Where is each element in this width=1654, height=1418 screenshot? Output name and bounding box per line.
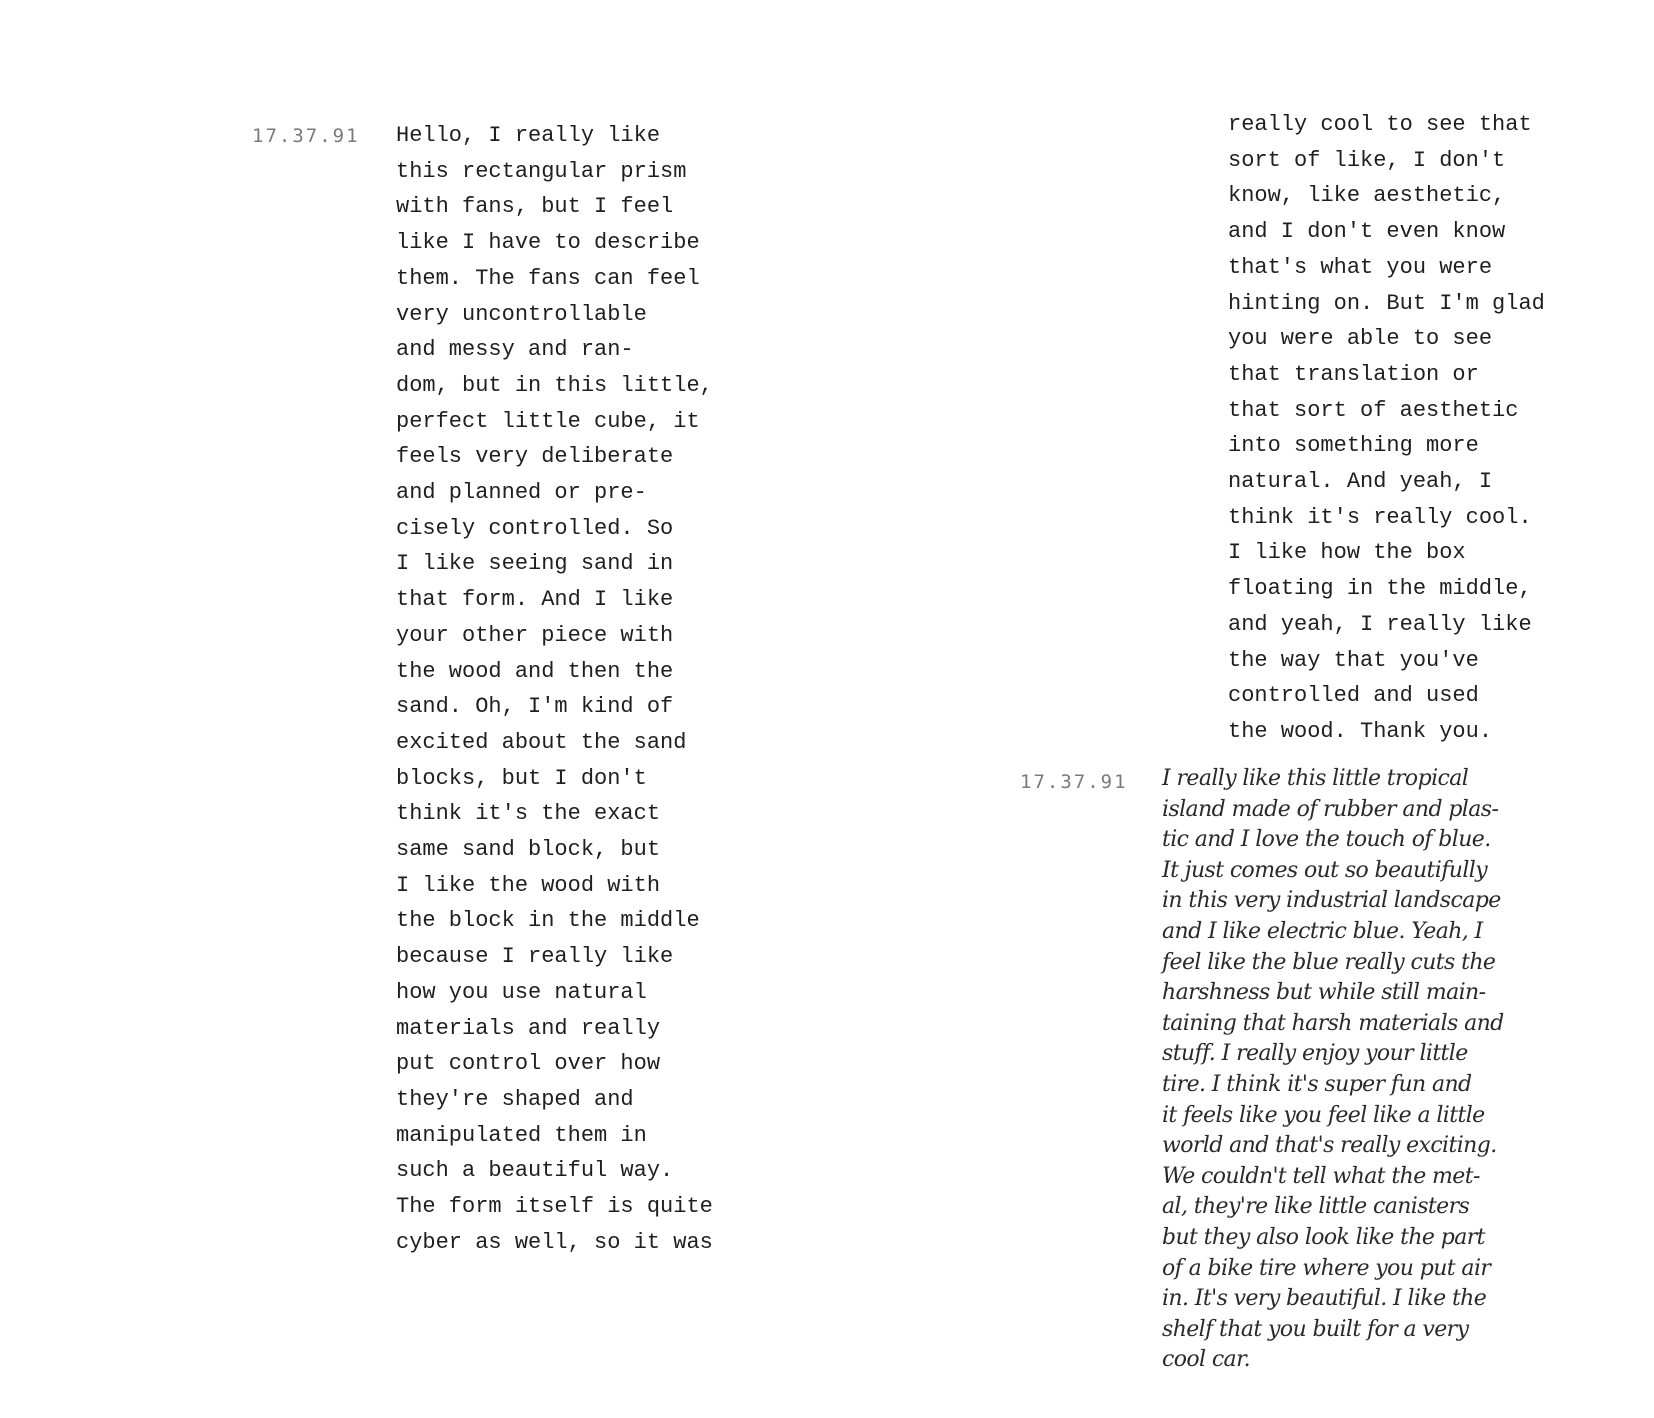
text-line: tic and I love the touch of blue.	[1162, 827, 1491, 853]
text-line: floating in the middle,	[1228, 576, 1532, 602]
text-line: your other piece with	[396, 622, 674, 648]
text-line: think it's really cool.	[1228, 504, 1532, 530]
comment-text-typewriter	[396, 118, 726, 1261]
text-line: know, like aesthetic,	[1228, 183, 1506, 209]
text-line: that translation or	[1228, 361, 1479, 387]
text-line: the block in the middle	[396, 908, 700, 934]
text-line: world and that's really exciting.	[1162, 1133, 1497, 1159]
text-line: natural. And yeah, I	[1228, 469, 1493, 495]
text-line: blocks, but I don't	[396, 765, 647, 791]
text-line: the wood and then the	[396, 658, 674, 684]
text-line: I really like this little tropical	[1162, 766, 1469, 791]
text-line: dom, but in this little,	[396, 372, 713, 398]
text-line: think it's the exact	[396, 801, 661, 827]
text-line: that's what you were	[1228, 254, 1493, 280]
text-line: you were able to see	[1228, 326, 1493, 352]
text-line: feels very deliberate	[396, 444, 674, 470]
text-line: al, they're like little canisters	[1162, 1194, 1470, 1220]
text-line: excited about the sand	[396, 729, 687, 755]
text-line: it feels like you feel like a little	[1162, 1102, 1485, 1128]
text-line: with fans, but I feel	[396, 194, 674, 220]
text-line: and messy and ran-	[396, 337, 634, 363]
text-line: manipulated them in	[396, 1122, 647, 1148]
text-line: cyber as well, so it was	[396, 1229, 713, 1255]
comment-timestamp: 17.37.91	[252, 125, 360, 147]
text-line: I like seeing sand in	[396, 551, 674, 577]
text-line: of a bike tire where you put air	[1162, 1255, 1491, 1281]
text-line: The form itself is quite	[396, 1194, 713, 1220]
text-line: taining that harsh materials and	[1162, 1010, 1504, 1036]
text-line: cisely controlled. So	[396, 515, 674, 541]
comment-continuation-typewriter	[1228, 107, 1558, 750]
text-line: cool car.	[1162, 1347, 1250, 1373]
text-line: sand. Oh, I'm kind of	[396, 694, 674, 720]
text-line: the wood. Thank you.	[1228, 718, 1493, 744]
text-line: such a beautiful way.	[396, 1158, 674, 1184]
text-line: very uncontrollable	[396, 301, 647, 327]
text-line: Hello, I really like	[396, 123, 661, 148]
text-line: stuff. I really enjoy your little	[1162, 1041, 1468, 1067]
text-line: them. The fans can feel	[396, 265, 700, 291]
text-line: in. It's very beautiful. I like the	[1162, 1286, 1487, 1312]
text-line: same sand block, but	[396, 837, 661, 863]
text-line: into something more	[1228, 433, 1479, 459]
text-line: put control over how	[396, 1051, 661, 1077]
text-line: sort of like, I don't	[1228, 147, 1506, 173]
text-line: shelf that you built for a very	[1162, 1316, 1469, 1342]
text-line: and I like electric blue. Yeah, I	[1162, 918, 1483, 944]
text-line: and planned or pre-	[396, 480, 647, 506]
text-line: hinting on. But I'm glad	[1228, 290, 1545, 316]
comment-timestamp: 17.37.91	[1020, 771, 1128, 793]
text-line: It just comes out so beautifully	[1162, 857, 1488, 883]
text-line: like I have to describe	[396, 230, 700, 256]
text-line: in this very industrial landscape	[1162, 888, 1501, 914]
text-line: materials and really	[396, 1015, 661, 1041]
text-line: the way that you've	[1228, 647, 1479, 673]
text-line: We couldn't tell what the met-	[1162, 1163, 1480, 1189]
text-line: harshness but while still main-	[1162, 980, 1486, 1006]
text-line: I like the wood with	[396, 872, 661, 898]
text-line: tire. I think it's super fun and	[1162, 1071, 1472, 1097]
text-line: and I don't even know	[1228, 219, 1506, 245]
text-line: controlled and used	[1228, 683, 1479, 709]
text-line: feel like the blue really cuts the	[1162, 949, 1496, 975]
text-line: because I really like	[396, 944, 674, 970]
text-line: island made of rubber and plas-	[1162, 796, 1499, 822]
text-line: that sort of aesthetic	[1228, 397, 1519, 423]
text-line: how you use natural	[396, 979, 647, 1005]
text-line: I like how the box	[1228, 540, 1466, 566]
text-line: they're shaped and	[396, 1086, 634, 1112]
text-line: perfect little cube, it	[396, 408, 700, 434]
text-line: really cool to see that	[1228, 112, 1532, 137]
text-line: but they also look like the part	[1162, 1224, 1485, 1250]
comment-text-handwritten	[1162, 764, 1542, 1376]
text-line: this rectangular prism	[396, 158, 687, 184]
text-line: and yeah, I really like	[1228, 611, 1532, 637]
text-line: that form. And I like	[396, 587, 674, 613]
